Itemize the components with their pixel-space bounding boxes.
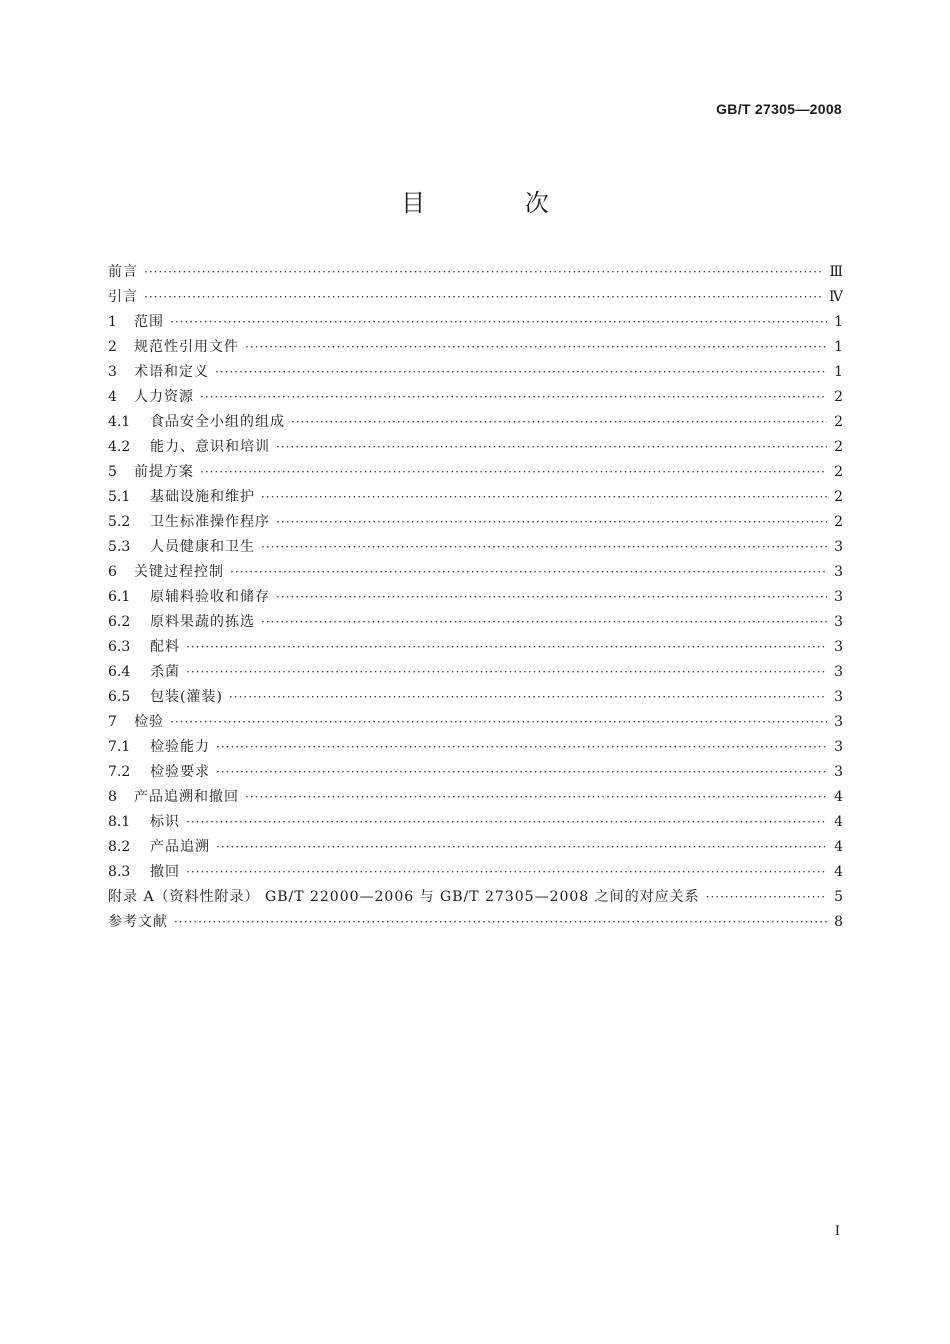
toc-entry-number: 6.3 — [108, 639, 131, 655]
toc-entry-number: 4.1 — [108, 414, 131, 430]
toc-entry-page: 2 — [834, 489, 843, 505]
dot-leader — [276, 435, 827, 460]
toc-entry-title: 检验能力 — [150, 739, 210, 755]
toc-entry[interactable] — [108, 360, 843, 385]
dot-leader — [261, 535, 827, 560]
dot-leader — [215, 360, 827, 385]
toc-entry[interactable] — [108, 735, 843, 760]
toc-entry-title: 检验要求 — [150, 764, 210, 780]
toc-entry-page: 3 — [834, 764, 843, 780]
toc-entry-number: 8 — [108, 789, 117, 805]
toc-entry-number: 6.5 — [108, 689, 131, 705]
dot-leader — [261, 485, 827, 510]
dot-leader — [261, 610, 827, 635]
toc-entry-number: 1 — [108, 314, 117, 330]
toc-entry[interactable] — [108, 760, 843, 785]
toc-entry-page: 2 — [834, 464, 843, 480]
toc-entry[interactable] — [108, 835, 843, 860]
toc-entry-number: 5.1 — [108, 489, 131, 505]
dot-leader — [144, 260, 823, 285]
dot-leader — [245, 785, 827, 810]
toc-entry-page: 3 — [834, 564, 843, 580]
toc-entry-title: 包装(灌装) — [150, 689, 223, 705]
toc-entry-number: 6.1 — [108, 589, 131, 605]
toc-entry-page: 5 — [834, 889, 843, 905]
toc-entry-title: 原辅料验收和储存 — [150, 589, 270, 605]
toc-entry-page: 3 — [834, 614, 843, 630]
toc-entry[interactable] — [108, 585, 843, 610]
toc-entry-title: 食品安全小组的组成 — [150, 414, 285, 430]
table-of-contents — [108, 260, 843, 935]
toc-entry[interactable] — [108, 460, 843, 485]
dot-leader — [186, 635, 827, 660]
toc-entry[interactable] — [108, 635, 843, 660]
toc-entry-title: 基础设施和维护 — [150, 489, 255, 505]
toc-entry-number: 4.2 — [108, 439, 131, 455]
dot-leader — [291, 410, 827, 435]
toc-entry[interactable] — [108, 510, 843, 535]
toc-entry-page: Ⅲ — [829, 264, 843, 280]
toc-entry-number: 8.1 — [108, 814, 131, 830]
toc-entry[interactable] — [108, 410, 843, 435]
toc-entry[interactable] — [108, 660, 843, 685]
dot-leader — [200, 385, 827, 410]
toc-entry-title: 检验 — [134, 714, 164, 730]
toc-entry-page: 2 — [834, 439, 843, 455]
toc-entry-number: 6.4 — [108, 664, 131, 680]
toc-entry[interactable] — [108, 885, 843, 910]
toc-entry[interactable] — [108, 485, 843, 510]
toc-entry[interactable] — [108, 385, 843, 410]
toc-entry[interactable] — [108, 710, 843, 735]
toc-entry-page: 3 — [834, 589, 843, 605]
dot-leader — [229, 685, 827, 710]
toc-entry-title: 规范性引用文件 — [134, 339, 239, 355]
toc-entry-title: 卫生标准操作程序 — [150, 514, 270, 530]
toc-entry-page: 3 — [834, 739, 843, 755]
toc-entry-number: 5.2 — [108, 514, 131, 530]
toc-title: 目 次 — [401, 189, 595, 217]
document-code: GB/T 27305—2008 — [716, 101, 842, 117]
toc-entry-page: 1 — [834, 339, 843, 355]
toc-entry-title: 原料果蔬的拣选 — [150, 614, 255, 630]
toc-entry-title: 引言 — [108, 289, 138, 305]
toc-entry-title: 前提方案 — [134, 464, 194, 480]
dot-leader — [186, 810, 827, 835]
page-number: I — [834, 1224, 840, 1239]
toc-entry-page: 4 — [834, 814, 843, 830]
toc-entry-number: 8.2 — [108, 839, 131, 855]
toc-entry-title: 参考文献 — [108, 914, 168, 930]
toc-entry[interactable] — [108, 335, 843, 360]
toc-entry-page: 3 — [834, 539, 843, 555]
toc-entry-page: 2 — [834, 414, 843, 430]
toc-entry-page: Ⅳ — [829, 289, 843, 305]
toc-entry-number: 8.3 — [108, 864, 131, 880]
toc-entry-page: 8 — [834, 914, 843, 930]
toc-entry-title: 人员健康和卫生 — [150, 539, 255, 555]
dot-leader — [174, 910, 827, 935]
toc-entry-page: 1 — [834, 314, 843, 330]
toc-entry[interactable] — [108, 610, 843, 635]
toc-entry-number: 4 — [108, 389, 117, 405]
toc-entry[interactable] — [108, 560, 843, 585]
dot-leader — [706, 885, 827, 910]
toc-entry[interactable] — [108, 435, 843, 460]
toc-entry-number: 7 — [108, 714, 117, 730]
toc-entry-page: 1 — [834, 364, 843, 380]
toc-entry-title: 术语和定义 — [134, 364, 209, 380]
toc-entry-number: 6 — [108, 564, 117, 580]
toc-entry-page: 3 — [834, 714, 843, 730]
toc-entry[interactable] — [108, 810, 843, 835]
toc-entry-title: 附录 A（资料性附录） GB/T 22000—2006 与 GB/T 27305—2008 之间的对应关系 — [108, 889, 700, 905]
toc-entry-number: 7.1 — [108, 739, 131, 755]
toc-entry-title: 人力资源 — [134, 389, 194, 405]
toc-entry-page: 4 — [834, 864, 843, 880]
toc-entry-title: 关键过程控制 — [134, 564, 224, 580]
toc-entry-title: 产品追溯 — [150, 839, 210, 855]
dot-leader — [216, 835, 827, 860]
toc-entry[interactable] — [108, 260, 843, 285]
toc-entry-number: 6.2 — [108, 614, 131, 630]
toc-entry-number: 3 — [108, 364, 117, 380]
toc-entry-number: 5 — [108, 464, 117, 480]
toc-entry[interactable] — [108, 285, 843, 310]
dot-leader — [144, 285, 823, 310]
dot-leader — [216, 760, 827, 785]
dot-leader — [186, 660, 827, 685]
dot-leader — [276, 510, 827, 535]
toc-entry-title: 产品追溯和撤回 — [134, 789, 239, 805]
toc-entry-number: 7.2 — [108, 764, 131, 780]
dot-leader — [200, 460, 827, 485]
toc-entry-number: 2 — [108, 339, 117, 355]
dot-leader — [170, 710, 827, 735]
toc-entry-title: 标识 — [150, 814, 180, 830]
dot-leader — [245, 335, 827, 360]
toc-entry[interactable] — [108, 535, 843, 560]
toc-entry[interactable] — [108, 685, 843, 710]
toc-entry[interactable] — [108, 860, 843, 885]
toc-entry[interactable] — [108, 910, 843, 935]
toc-entry-page: 2 — [834, 514, 843, 530]
toc-entry[interactable] — [108, 310, 843, 335]
toc-entry-title: 能力、意识和培训 — [150, 439, 270, 455]
toc-entry-page: 3 — [834, 639, 843, 655]
toc-entry-number: 5.3 — [108, 539, 131, 555]
toc-entry-page: 4 — [834, 789, 843, 805]
dot-leader — [186, 860, 827, 885]
dot-leader — [276, 585, 827, 610]
dot-leader — [230, 560, 827, 585]
toc-entry-page: 2 — [834, 389, 843, 405]
dot-leader — [216, 735, 827, 760]
toc-entry-title: 撤回 — [150, 864, 180, 880]
dot-leader — [170, 310, 827, 335]
toc-entry-title: 杀菌 — [150, 664, 180, 680]
toc-entry-title: 配料 — [150, 639, 180, 655]
toc-entry-title: 范围 — [134, 314, 164, 330]
toc-entry-page: 3 — [834, 689, 843, 705]
toc-entry-page: 4 — [834, 839, 843, 855]
toc-entry-title: 前言 — [108, 264, 138, 280]
toc-entry-page: 3 — [834, 664, 843, 680]
toc-entry[interactable] — [108, 785, 843, 810]
